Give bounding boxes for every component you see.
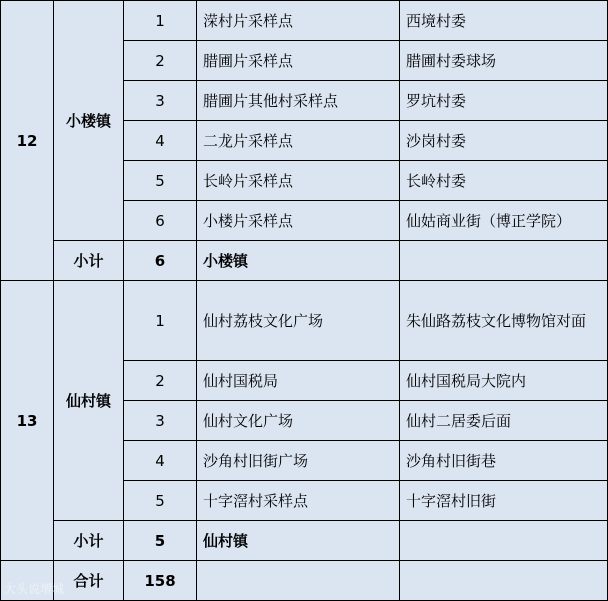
row-number: 1 [124, 0, 197, 41]
sampling-location: 西境村委 [400, 0, 608, 41]
subtotal-empty-cell [400, 521, 608, 561]
row-number: 4 [124, 121, 197, 161]
sampling-point-name: 仙村荔枝文化广场 [197, 281, 400, 361]
group-id-cell: 12 [0, 0, 54, 281]
sampling-point-name: 二龙片采样点 [197, 121, 400, 161]
sampling-point-name: 沙角村旧街广场 [197, 441, 400, 481]
row-number: 2 [124, 41, 197, 81]
sampling-location: 罗坑村委 [400, 81, 608, 121]
sampling-point-name: 长岭片采样点 [197, 161, 400, 201]
subtotal-label: 小计 [54, 521, 124, 561]
total-empty-cell [197, 561, 400, 601]
total-count: 158 [124, 561, 197, 601]
total-empty-cell [400, 561, 608, 601]
sampling-location: 腊圃村委球场 [400, 41, 608, 81]
sampling-point-name: 腊圃片其他村采样点 [197, 81, 400, 121]
row-number: 6 [124, 201, 197, 241]
sampling-point-name: 溁村片采样点 [197, 0, 400, 41]
sampling-location: 长岭村委 [400, 161, 608, 201]
sampling-point-name: 腊圃片采样点 [197, 41, 400, 81]
row-number: 3 [124, 401, 197, 441]
sampling-location: 十字滘村旧街 [400, 481, 608, 521]
town-cell: 小楼镇 [54, 0, 124, 241]
subtotal-empty-cell [400, 241, 608, 281]
sampling-point-name: 小楼片采样点 [197, 201, 400, 241]
sampling-location: 朱仙路荔枝文化博物馆对面 [400, 281, 608, 361]
row-number: 3 [124, 81, 197, 121]
sampling-location: 仙村国税局大院内 [400, 361, 608, 401]
town-cell: 仙村镇 [54, 281, 124, 521]
row-number: 5 [124, 481, 197, 521]
subtotal-count: 6 [124, 241, 197, 281]
row-number: 2 [124, 361, 197, 401]
sampling-location: 沙岗村委 [400, 121, 608, 161]
subtotal-town: 小楼镇 [197, 241, 400, 281]
subtotal-town: 仙村镇 [197, 521, 400, 561]
row-number: 1 [124, 281, 197, 361]
sampling-location: 沙角村旧街巷 [400, 441, 608, 481]
sampling-point-name: 仙村国税局 [197, 361, 400, 401]
subtotal-label: 小计 [54, 241, 124, 281]
sampling-point-name: 十字滘村采样点 [197, 481, 400, 521]
group-id-cell: 13 [0, 281, 54, 561]
row-number: 4 [124, 441, 197, 481]
sampling-location: 仙村二居委后面 [400, 401, 608, 441]
sampling-location: 仙姑商业街（博正学院） [400, 201, 608, 241]
row-number: 5 [124, 161, 197, 201]
total-label: 合计 [54, 561, 124, 601]
sampling-point-name: 仙村文化广场 [197, 401, 400, 441]
watermark: 大头说增城 [4, 581, 65, 596]
subtotal-count: 5 [124, 521, 197, 561]
